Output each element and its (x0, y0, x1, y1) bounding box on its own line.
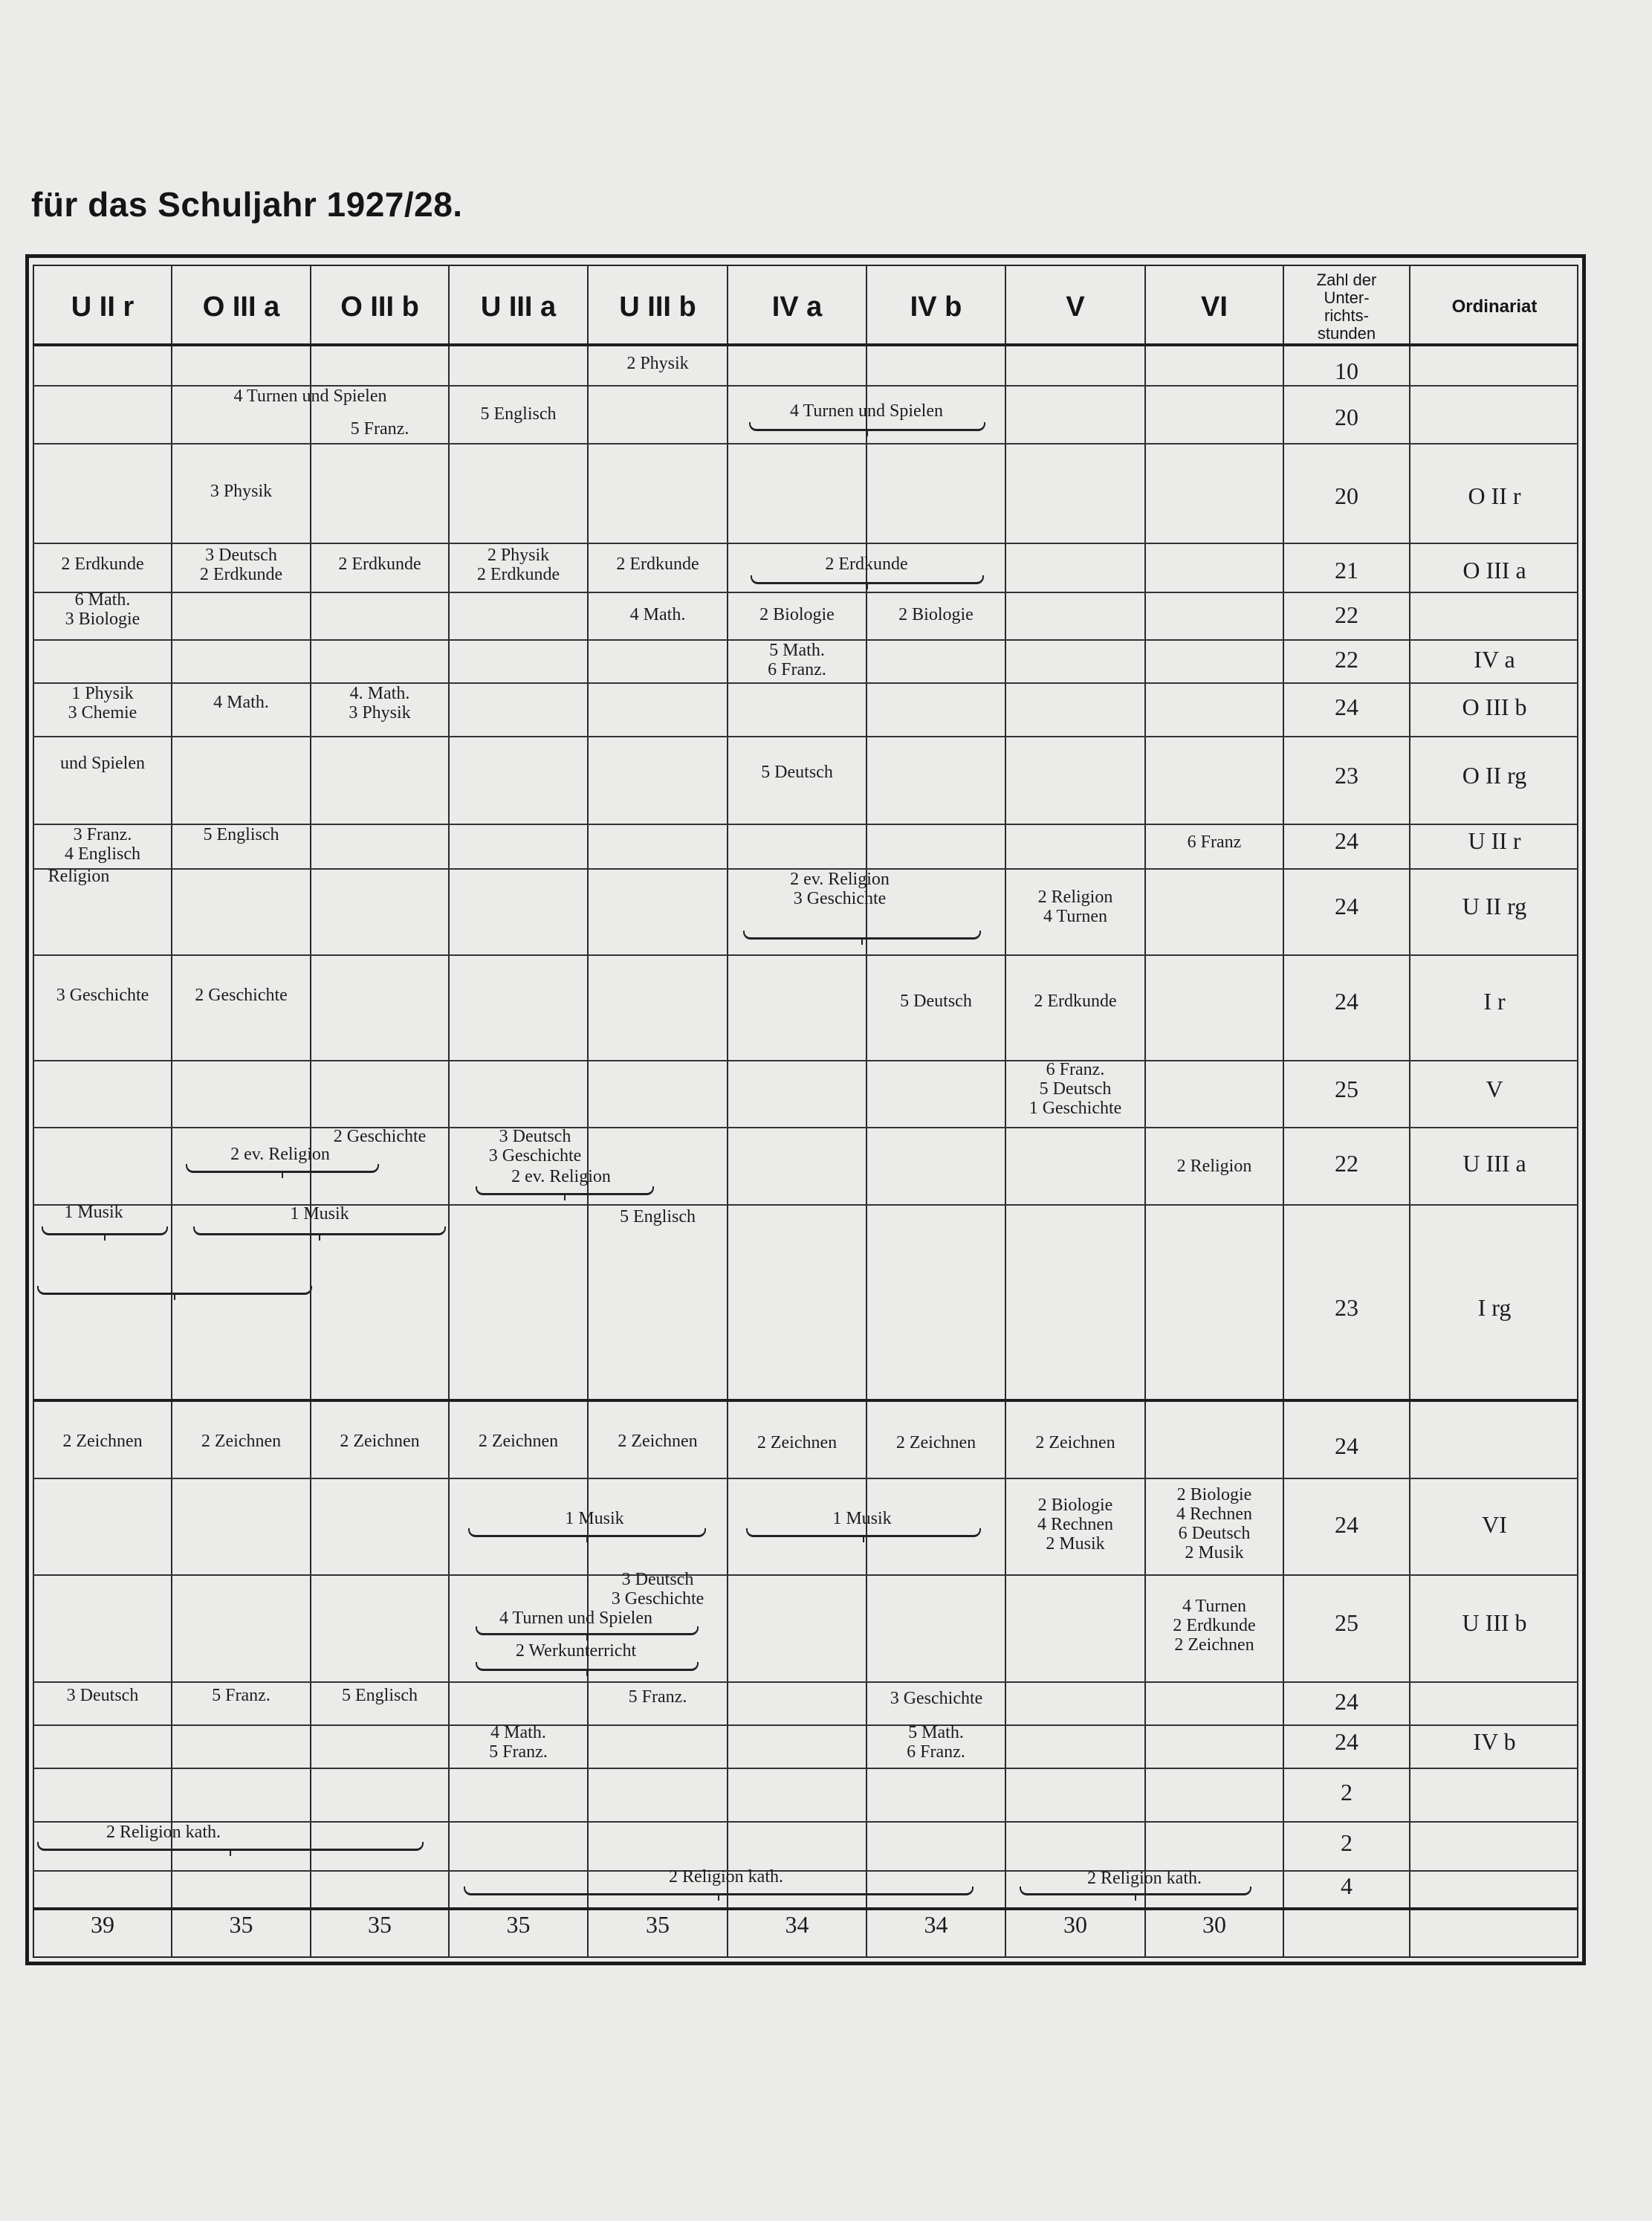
row-divider (33, 1681, 1578, 1683)
cell-r5-iva: 2 Biologie (759, 605, 835, 624)
total-vi: 30 (1202, 1911, 1226, 1938)
header-oiiia: O III a (202, 291, 280, 323)
row-divider (33, 736, 1578, 737)
cell-r16-uiiia: 2 Zeichnen (478, 1432, 559, 1451)
brace-bracket (464, 1887, 974, 1895)
cell-r17-ordinariat: VI (1482, 1511, 1507, 1538)
total-ivb: 34 (924, 1911, 948, 1938)
cell-r10-iva: 2 ev. Religion 3 Geschichte (790, 870, 890, 908)
cell-r5-uiir: 6 Math. 3 Biologie (65, 590, 140, 629)
total-uiir: 39 (91, 1911, 114, 1938)
cell-r15-zahl: 23 (1335, 1294, 1358, 1321)
cell-r22-uiir: 2 Religion kath. (106, 1823, 221, 1842)
cell-r13-oiiia: 2 ev. Religion (230, 1145, 330, 1164)
cell-r7-oiiib: 4. Math. 3 Physik (349, 684, 411, 722)
cell-r16-zahl: 24 (1335, 1432, 1358, 1459)
cell-r7-oiiia: 4 Math. (213, 693, 269, 712)
cell-r12-ordinariat: V (1486, 1076, 1503, 1102)
cell-r18-uiiib: 3 Deutsch 3 Geschichte (611, 1570, 704, 1609)
cell-r11-ordinariat: I r (1483, 988, 1506, 1015)
cell-r5-zahl: 22 (1335, 601, 1358, 628)
cell-r10-ordinariat: U II rg (1462, 893, 1527, 919)
row-divider (33, 1060, 1578, 1061)
total-iva: 34 (785, 1911, 809, 1938)
cell-r3-ordinariat: O II r (1468, 482, 1521, 509)
brace-bracket (193, 1226, 446, 1235)
cell-r16-uiiib: 2 Zeichnen (618, 1432, 698, 1451)
brace-bracket (751, 575, 984, 584)
cell-r17-iva: 1 Musik (832, 1509, 892, 1528)
brace-bracket (749, 422, 985, 431)
cell-r19-oiiib: 5 Englisch (342, 1686, 418, 1705)
row-divider (33, 1127, 1578, 1128)
brace-bracket (37, 1842, 424, 1851)
col-divider (1144, 265, 1146, 1958)
cell-r17-uiiia: 1 Musik (565, 1509, 624, 1528)
cell-r2-zahl: 20 (1335, 404, 1358, 430)
header-ordinariat: Ordinariat (1451, 297, 1538, 317)
cell-r8-zahl: 23 (1335, 762, 1358, 789)
brace-bracket (186, 1164, 379, 1173)
brace-bracket (1020, 1887, 1251, 1895)
cell-r7-ordinariat: O III b (1462, 694, 1527, 720)
row-divider (33, 443, 1578, 444)
cell-r10-v: 2 Religion 4 Turnen (1037, 888, 1113, 926)
cell-r8-uiir: und Spielen (60, 754, 145, 773)
cell-r13-uiiia: 3 Deutsch 3 Geschichte (488, 1127, 582, 1166)
cell-r4-uiiib: 2 Erdkunde (616, 555, 699, 574)
cell-r14-oiiib: 1 Musik (290, 1204, 349, 1223)
cell-r9-zahl: 24 (1335, 827, 1358, 854)
total-oiiib: 35 (368, 1911, 392, 1938)
cell-r18-ordinariat: U III b (1462, 1609, 1527, 1636)
cell-r20-ivb: 5 Math. 6 Franz. (907, 1723, 965, 1762)
cell-r18-uiiia: 4 Turnen und Spielen (499, 1609, 652, 1628)
brace-bracket (476, 1626, 699, 1635)
cell-r11-oiiia: 2 Geschichte (195, 986, 288, 1005)
row-divider (33, 682, 1578, 684)
cell-r15-ordinariat: I rg (1477, 1294, 1512, 1321)
header-iva: IV a (771, 291, 823, 323)
header-vi: VI (1201, 291, 1228, 323)
cell-r23-uiiib: 2 Religion kath. (669, 1867, 783, 1887)
page-title: für das Schuljahr 1927/28. (31, 185, 463, 224)
cell-r4-zahl: 21 (1335, 557, 1358, 583)
cell-r9-v: 6 Franz (1187, 833, 1242, 852)
cell-r4-oiiia: 3 Deutsch 2 Erdkunde (199, 546, 283, 584)
header-oiiib: O III b (340, 291, 419, 323)
cell-r12-zahl: 25 (1335, 1076, 1358, 1102)
row-divider (33, 1399, 1578, 1402)
cell-r10-uiir: Religion (48, 867, 110, 886)
cell-r12-v: 6 Franz. 5 Deutsch 1 Geschichte (1029, 1060, 1122, 1118)
cell-r18-zahl: 25 (1335, 1609, 1358, 1636)
brace-bracket (468, 1528, 706, 1537)
row-divider (33, 954, 1578, 956)
cell-r2-iva: 4 Turnen und Spielen (789, 401, 943, 421)
header-uiiib: U III b (619, 291, 696, 323)
cell-r4-uiir: 2 Erdkunde (61, 555, 144, 574)
cell-r16-oiiib: 2 Zeichnen (340, 1432, 420, 1451)
cell-r19-uiir: 3 Deutsch (66, 1686, 139, 1705)
cell-r6-zahl: 22 (1335, 646, 1358, 673)
cell-r2-uiiia: 5 Englisch (480, 404, 557, 424)
cell-r13-oiiib: 2 Geschichte (333, 1127, 427, 1146)
cell-r1-uiiib: 2 Physik (626, 354, 689, 373)
cell-r11-ivb: 5 Deutsch (900, 992, 972, 1011)
cell-r16-oiiia: 2 Zeichnen (201, 1432, 282, 1451)
cell-r4-uiiia: 2 Physik 2 Erdkunde (476, 546, 560, 584)
cell-r8-ordinariat: O II rg (1462, 762, 1527, 789)
cell-r18-uiiia2: 2 Werkunterricht (515, 1641, 637, 1661)
cell-r23-v: 2 Religion kath. (1087, 1869, 1202, 1888)
col-divider (448, 265, 450, 1958)
cell-r9-ordinariat: U II r (1468, 827, 1521, 854)
cell-r19-uiiib: 5 Franz. (628, 1687, 687, 1707)
cell-r20-zahl: 24 (1335, 1728, 1358, 1755)
col-divider (727, 265, 728, 1958)
header-rule (33, 343, 1578, 346)
cell-r13-uiiia2: 2 ev. Religion (511, 1167, 611, 1186)
cell-r4-oiiib: 2 Erdkunde (338, 555, 421, 574)
cell-r2-oiiib: 5 Franz. (350, 419, 409, 439)
cell-r19-oiiia: 5 Franz. (212, 1686, 271, 1705)
cell-r4-iva: 2 Erdkunde (825, 555, 908, 574)
cell-r1-zahl: 10 (1335, 358, 1358, 384)
row-divider (33, 592, 1578, 593)
cell-r5-uiiib: 4 Math. (629, 605, 686, 624)
row-divider (33, 1478, 1578, 1479)
brace-bracket (37, 1286, 312, 1295)
cell-r20-ordinariat: IV b (1473, 1728, 1516, 1755)
row-divider (33, 543, 1578, 544)
cell-r11-v: 2 Erdkunde (1034, 992, 1117, 1011)
cell-r13-vi: 2 Religion (1176, 1157, 1252, 1176)
cell-r11-uiir: 3 Geschichte (56, 986, 149, 1005)
cell-r8-iva: 5 Deutsch (761, 763, 833, 782)
cell-r14-uiiib: 5 Englisch (620, 1207, 696, 1226)
cell-r3-zahl: 20 (1335, 482, 1358, 509)
totals-rule (33, 1907, 1578, 1910)
row-divider (33, 1574, 1578, 1576)
total-uiiia: 35 (506, 1911, 531, 1938)
cell-r6-ordinariat: IV a (1474, 646, 1515, 673)
cell-r9-oiiia: 5 Englisch (203, 825, 279, 844)
cell-r13-zahl: 22 (1335, 1150, 1358, 1177)
cell-r16-ivb: 2 Zeichnen (895, 1433, 976, 1452)
cell-r16-iva: 2 Zeichnen (757, 1433, 838, 1452)
header-uiiia: U III a (480, 291, 557, 323)
cell-r9-uiir: 3 Franz. 4 Englisch (65, 825, 140, 864)
cell-r7-uiir: 1 Physik 3 Chemie (68, 684, 137, 722)
brace-bracket (743, 931, 981, 940)
cell-r16-v: 2 Zeichnen (1035, 1433, 1115, 1452)
cell-r16-uiir: 2 Zeichnen (62, 1432, 143, 1451)
cell-r2-oiiia: 4 Turnen und Spielen (233, 387, 387, 406)
total-oiiia: 35 (229, 1911, 253, 1938)
total-v: 30 (1063, 1911, 1087, 1938)
cell-r10-zahl: 24 (1335, 893, 1358, 919)
brace-bracket (476, 1186, 654, 1195)
cell-r19-ivb: 3 Geschichte (890, 1689, 983, 1708)
cell-r17-zahl: 24 (1335, 1511, 1358, 1538)
cell-r17-v: 2 Biologie 4 Rechnen 2 Musik (1037, 1496, 1113, 1554)
cell-r13-ordinariat: U III a (1462, 1150, 1526, 1177)
cell-r22-zahl: 2 (1341, 1829, 1353, 1856)
cell-r4-ordinariat: O III a (1462, 557, 1526, 583)
cell-r21-zahl: 2 (1341, 1779, 1353, 1805)
cell-r6-iva: 5 Math. 6 Franz. (768, 641, 826, 679)
cell-r23-zahl: 4 (1341, 1872, 1353, 1899)
row-divider (33, 1724, 1578, 1726)
brace-bracket (42, 1226, 168, 1235)
col-divider (1409, 265, 1410, 1958)
cell-r3-oiiia: 3 Physik (210, 482, 273, 501)
brace-bracket (476, 1662, 699, 1671)
cell-r11-zahl: 24 (1335, 988, 1358, 1015)
header-uiir: U II r (71, 291, 135, 323)
cell-r7-zahl: 24 (1335, 694, 1358, 720)
header-v: V (1066, 291, 1085, 323)
cell-r19-zahl: 24 (1335, 1688, 1358, 1715)
header-ivb: IV b (910, 291, 962, 323)
cell-r17-vi: 2 Biologie 4 Rechnen 6 Deutsch 2 Musik (1176, 1485, 1252, 1562)
cell-r5-ivb: 2 Biologie (898, 605, 974, 624)
header-zahl-der-unterrichtsstunden: Zahl der Unter- richts- stunden (1316, 271, 1377, 343)
cell-r14-uiir: 1 Musik (64, 1203, 123, 1222)
row-divider (33, 1768, 1578, 1769)
cell-r18-vi: 4 Turnen 2 Erdkunde 2 Zeichnen (1173, 1597, 1256, 1655)
total-uiiib: 35 (646, 1911, 670, 1938)
cell-r20-uiiia: 4 Math. 5 Franz. (489, 1723, 548, 1762)
brace-bracket (746, 1528, 981, 1537)
